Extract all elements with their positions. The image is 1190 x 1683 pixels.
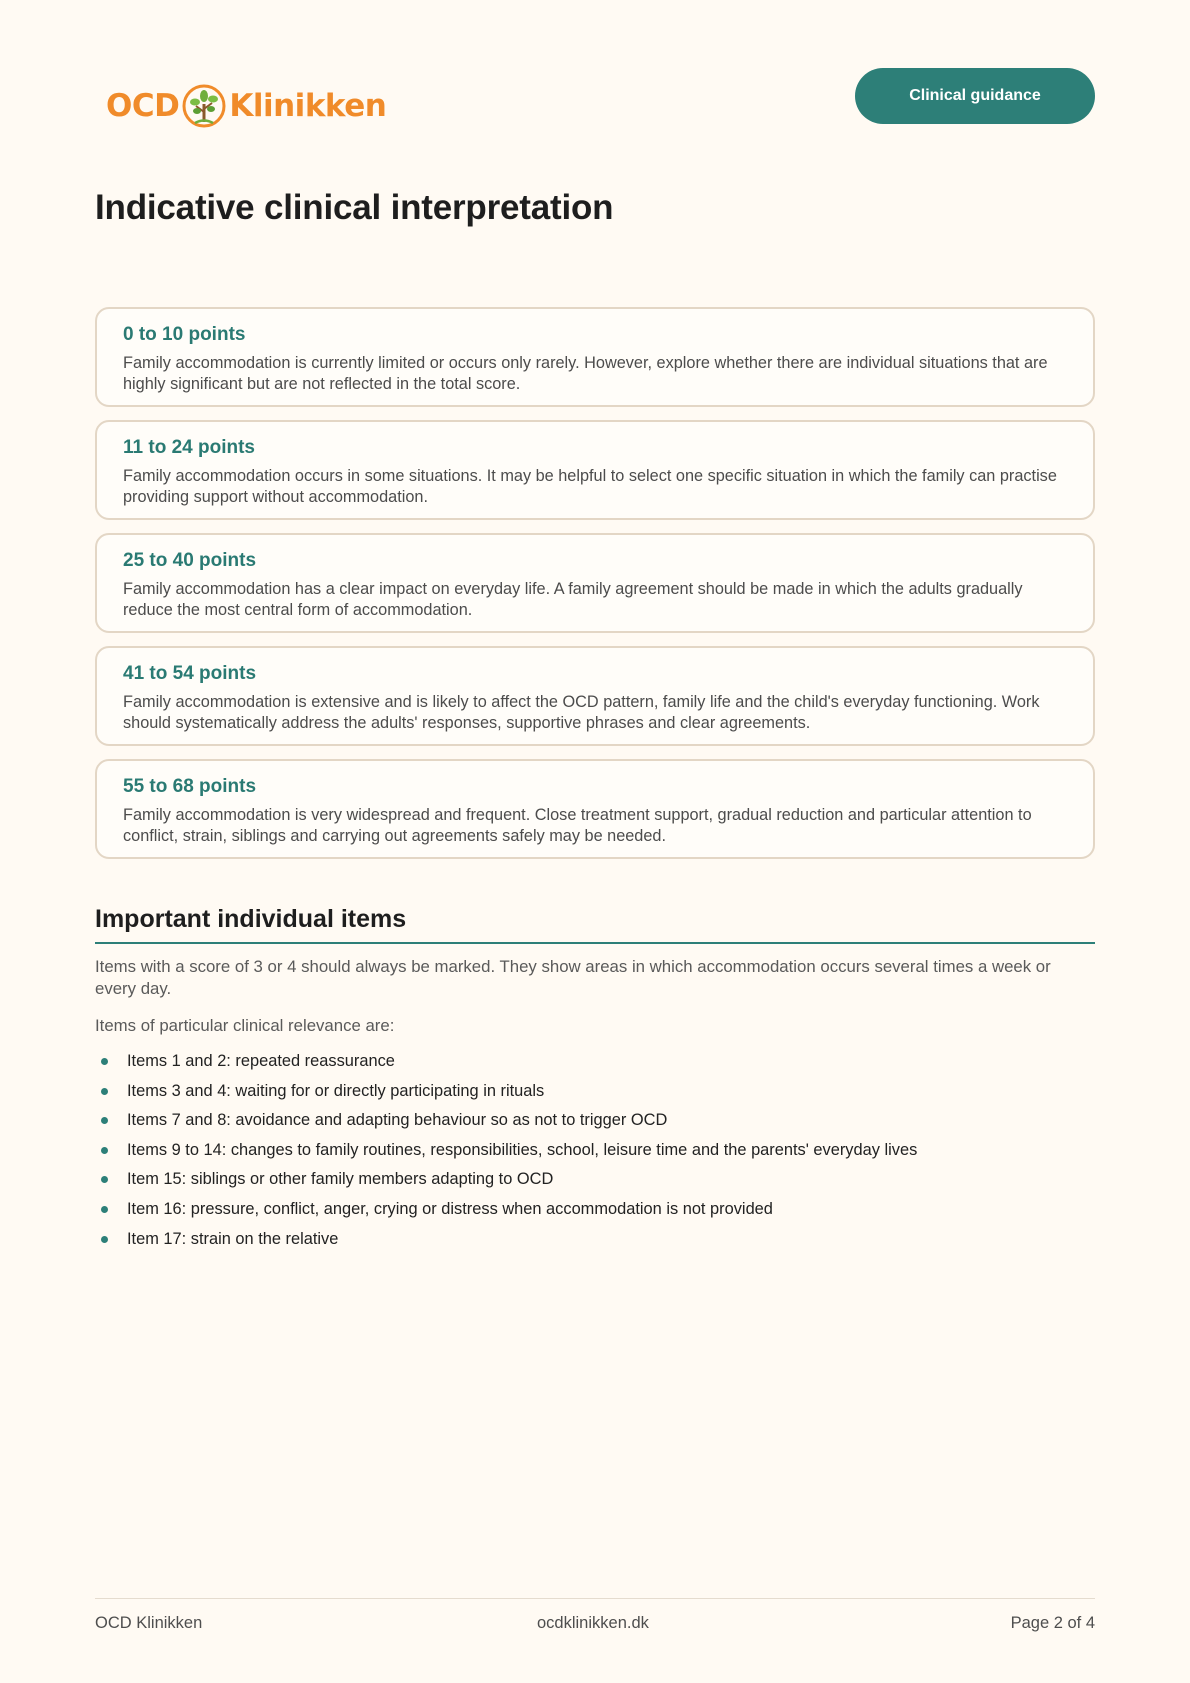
band-range: 55 to 68 points xyxy=(123,776,257,797)
list-item-text: Item 16: pressure, conflict, anger, crying or distress when accommodation is not provided xyxy=(127,1199,773,1218)
band-description: Family accommodation is very widespread and frequent. Close treatment support, gradual reduction and particular attention to conflict, strain, siblings and carrying out agreements safely may be needed. xyxy=(123,806,1032,845)
list-item xyxy=(95,1198,1095,1228)
score-band xyxy=(95,646,1095,746)
score-band xyxy=(95,759,1095,859)
list-item-text: Items 9 to 14: changes to family routines, responsibilities, school, leisure time and the parents' everyday lives xyxy=(127,1140,918,1159)
clinical-guidance-badge[interactable]: Clinical guidance xyxy=(855,68,1095,124)
section-intro: Items with a score of 3 or 4 should always be marked. They show areas in which accommodation occurs several times a week or every day. xyxy=(95,957,1051,998)
list-item xyxy=(95,1109,1095,1139)
bullet-icon xyxy=(101,1088,108,1095)
page-title: Indicative clinical interpretation xyxy=(95,188,614,227)
list-item-text: Item 17: strain on the relative xyxy=(127,1229,339,1248)
list-item xyxy=(95,1080,1095,1110)
list-item xyxy=(95,1139,1095,1169)
score-band xyxy=(95,307,1095,407)
bullet-icon xyxy=(101,1236,108,1243)
section-divider xyxy=(95,942,1095,944)
bullet-icon xyxy=(101,1206,108,1213)
band-description: Family accommodation occurs in some situations. It may be helpful to select one specific situation in which the family can practise providing support without accommodation. xyxy=(123,467,1057,506)
bullet-icon xyxy=(101,1176,108,1183)
band-range: 11 to 24 points xyxy=(123,437,255,458)
ocd-klinikken-logo[interactable] xyxy=(106,82,386,130)
band-description: Family accommodation has a clear impact on everyday life. A family agreement should be made in which the adults gradually reduce the most central form of accommodation. xyxy=(123,580,1023,619)
footer-divider xyxy=(95,1598,1095,1599)
list-item-text: Items 1 and 2: repeated reassurance xyxy=(127,1052,395,1070)
footer-organization: OCD Klinikken xyxy=(95,1614,203,1632)
score-bands xyxy=(95,307,1095,872)
band-description: Family accommodation is extensive and is likely to affect the OCD pattern, family life and the child's everyday functioning. Work should systematically address the adults' responses, supportive phrases and clear agreements. xyxy=(123,693,1040,732)
list-item-text: Items 3 and 4: waiting for or directly participating in rituals xyxy=(127,1081,545,1100)
bullet-icon xyxy=(101,1117,108,1124)
band-range: 0 to 10 points xyxy=(123,324,246,345)
score-band xyxy=(95,420,1095,520)
list-item xyxy=(95,1228,1095,1258)
section-lead: Items of particular clinical relevance are: xyxy=(95,1016,395,1035)
list-item xyxy=(95,1050,1095,1080)
relevant-items-list xyxy=(95,1050,1095,1257)
band-range: 25 to 40 points xyxy=(123,550,257,571)
logo-text-klinikken: Klinikken xyxy=(229,88,387,124)
logo-text-ocd: OCD xyxy=(106,88,180,124)
band-range: 41 to 54 points xyxy=(123,663,257,684)
tree-logo-icon xyxy=(181,82,227,130)
bullet-icon xyxy=(101,1147,108,1154)
section-title: Important individual items xyxy=(95,905,407,933)
list-item-text: Item 15: siblings or other family members adapting to OCD xyxy=(127,1170,554,1189)
list-item-text: Items 7 and 8: avoidance and adapting behaviour so as not to trigger OCD xyxy=(127,1111,668,1130)
score-band xyxy=(95,533,1095,633)
footer-website-link[interactable]: ocdklinikken.dk xyxy=(537,1614,649,1632)
list-item xyxy=(95,1168,1095,1198)
bullet-icon xyxy=(101,1058,108,1065)
footer-page-number: Page 2 of 4 xyxy=(1010,1614,1095,1632)
band-description: Family accommodation is currently limited or occurs only rarely. However, explore whether there are individual situations that are highly significant but are not reflected in the total score. xyxy=(123,354,1048,393)
